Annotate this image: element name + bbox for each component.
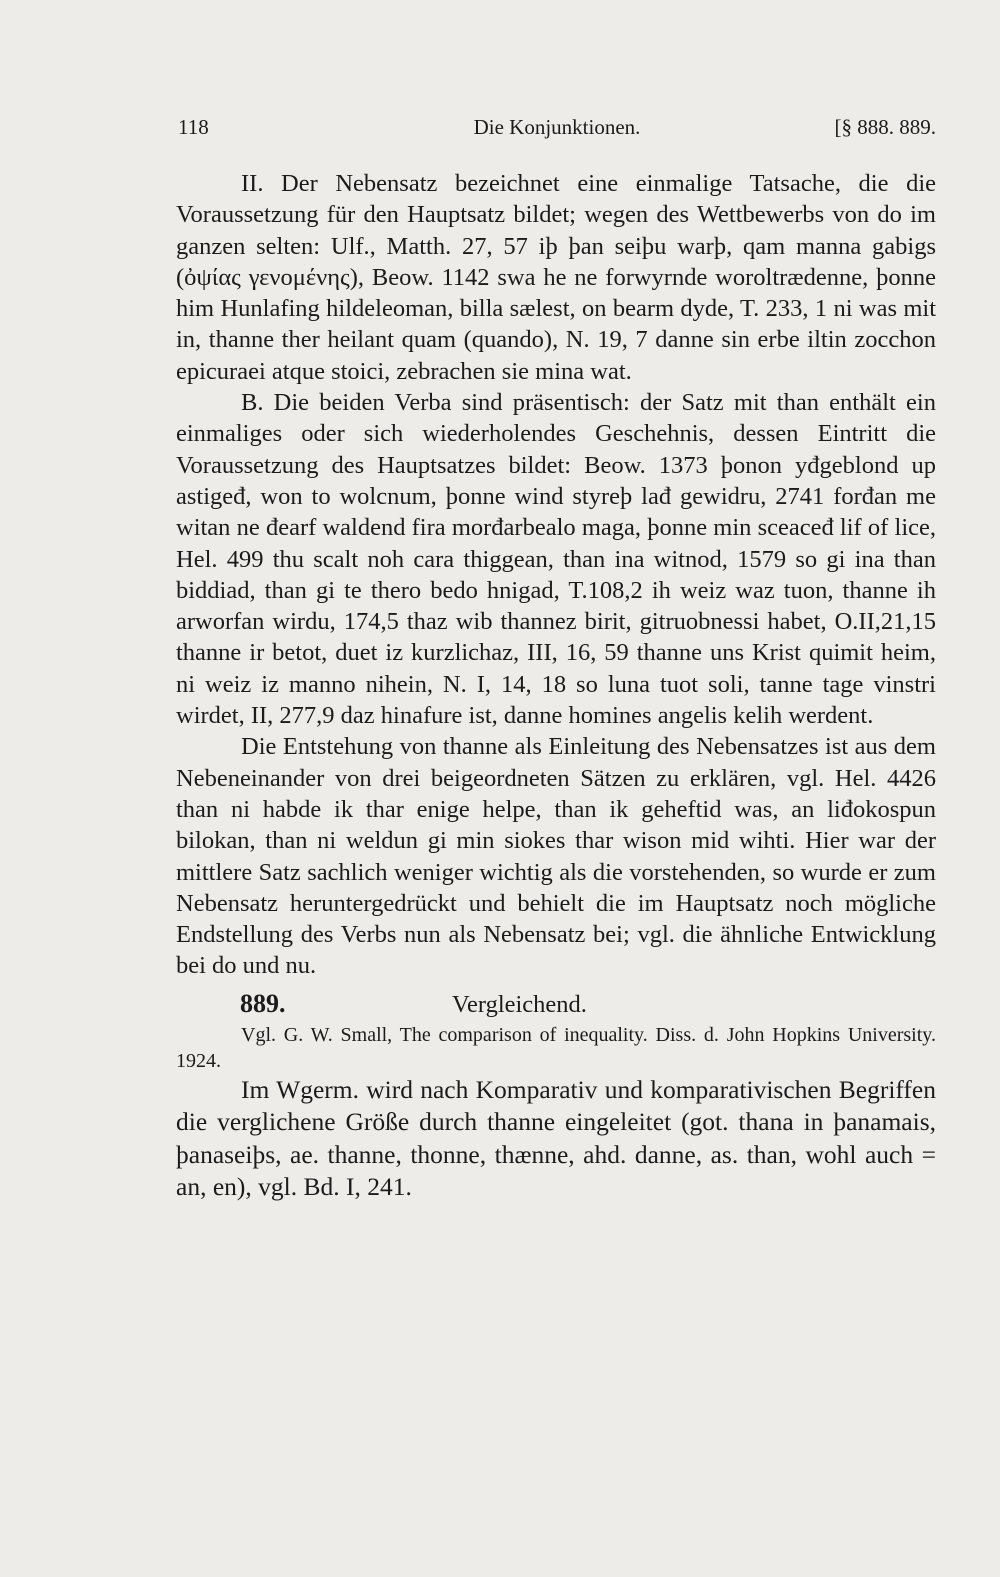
page-body <box>176 168 936 1204</box>
section-title: Vergleichend. <box>452 990 587 1018</box>
bibliographic-reference: Vgl. G. W. Small, The comparison of inequality. Diss. d. John Hopkins University. 1924. <box>176 1023 936 1072</box>
paragraph-889: Im Wgerm. wird nach Komparativ und komparativischen Begriffen die verglichene Größe durch thanne eingeleitet (got. thana in þanamais, þanaseiþs, ae. thanne, thonne, thænne, ahd. danne, as. than, wohl auch = an, en), vgl. Bd. I, 241. <box>176 1074 936 1202</box>
running-header <box>178 115 936 145</box>
paragraph-ii: II. Der Nebensatz bezeichnet eine einmalige Tatsache, die die Voraussetzung für den Hauptsatz bildet; wegen des Wettbewerbs von do im ganzen selten: Ulf., Matth. 27, 57 iþ þan seiþu warþ, qam manna gabigs (ὀψίας γενομένης), Beow. 1142 swa he ne forwyrnde woroltrædenne, þonne him Hunlafing hildeleoman, billa sælest, on bearm dyde, T. 233, 1 ni was mit in, thanne ther heilant quam (quando), N. 19, 7 danne sin erbe iltin zocchon epicuraei atque stoici, zebrachen sie mina wat. <box>176 170 936 385</box>
paragraph-origin: Die Entstehung von thanne als Einleitung des Nebensatzes ist aus dem Nebeneinander von drei beigeordneten Sätzen zu erklären, vgl. Hel. 4426 than ni habde ik thar enige helpe, than ik geheftid was, an liđokospun bilokan, than ni weldun gi min siokes thar wison mid wihti. Hier war der mittlere Satz sachlich weniger wichtig als die vorstehenden, so wurde er zum Nebensatz heruntergedrückt und behielt die im Hauptsatz noch mögliche Endstellung des Verbs nun als Nebensatz bei; vgl. die ähnliche Entwicklung bei do und nu. <box>176 733 936 980</box>
section-number: 889. <box>240 988 286 1018</box>
section-heading-889 <box>176 988 936 1020</box>
page-number: 118 <box>178 115 209 139</box>
paragraph-b: B. Die beiden Verba sind präsentisch: der Satz mit than enthält ein einmaliges oder sich wiederholendes Geschehnis, dessen Eintritt die Voraussetzung des Hauptsatzes bildet: Beow. 1373 þonon yđgeblond up astigeđ, won to wolcnum, þonne wind styreþ lađ gewidru, 2741 forđan me witan ne đearf waldend fira morđarbealo maga, þonne min sceaceđ lif of lice, Hel. 499 thu scalt noh cara thiggean, than ina witnod, 1579 so gi ina than biddiad, than gi te thero bedo hnigad, T.108,2 ih weiz waz tuon, thanne ih arworfan wirdu, 174,5 thaz wib thannez birit, gitruobnessi habet, O.II,21,15 thanne ir betot, duet iz kurzlichaz, III, 16, 59 thanne uns Krist quimit heim, ni weiz iz manno nihein, N. I, 14, 18 so luna tuot soli, tanne tage vinstri wirdet, II, 277,9 daz hinafure ist, danne homines angelis kelih werdent. <box>176 389 936 730</box>
section-reference: [§ 888. 889. <box>834 115 936 139</box>
running-title: Die Konjunktionen. <box>473 115 641 139</box>
